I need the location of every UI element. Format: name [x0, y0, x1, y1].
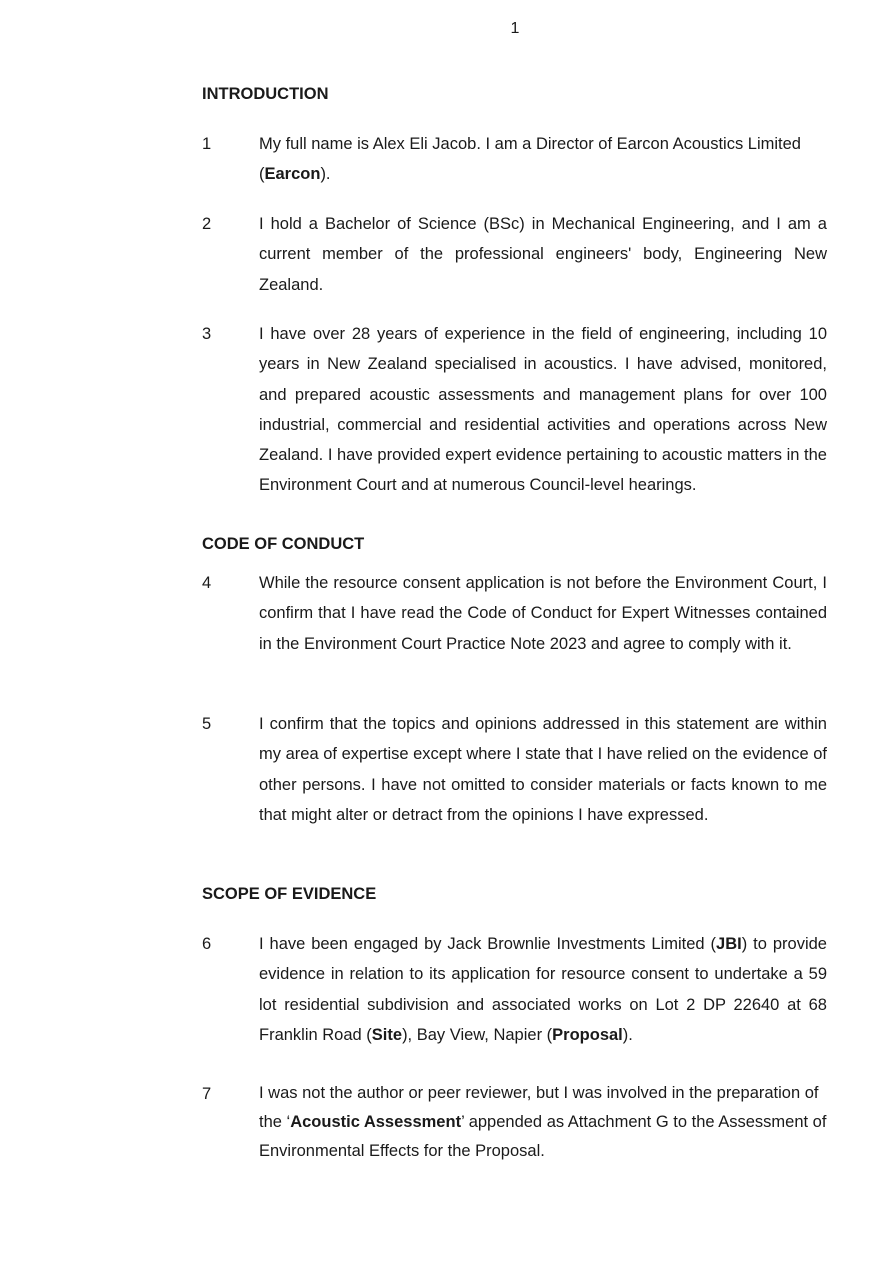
paragraph-number: 1 — [202, 135, 212, 153]
paragraph-text: I have over 28 years of experience in the field of engineering, including 10 years in New Zealand specialised in acoustics. I have advised, monitored, and prepared acoustic assessments and management plans for over 100 industrial, commercial and residential activities and operations across New Zealand. I have provided expert evidence pertaining to acoustic matters in the Environment Court and at numerous Council-level hearings. — [259, 325, 827, 495]
paragraph-text: While the resource consent application is not before the Environment Court, I confirm that I have read the Code of Conduct for Expert Witnesses contained in the Environment Court Practice Note 2023 and agree to comply with it. — [259, 574, 827, 653]
paragraph-text: I was not the author or peer reviewer, but I was involved in the preparation of the ‘Acoustic Assessment’ appended as Attachment G to the Assessment of Environmental Effects for the Proposal. — [259, 1084, 827, 1160]
paragraph-text: My full name is Alex Eli Jacob. I am a Director of Earcon Acoustics Limited (Earcon). — [259, 135, 801, 184]
paragraph-text: I confirm that the topics and opinions addressed in this statement are within my area of expertise except where I state that I have relied on the evidence of other persons. I have not omitted to consider materials or facts known to me that might alter or detract from the opinions I have expressed. — [259, 715, 827, 824]
paragraph-number: 5 — [202, 715, 212, 733]
defined-term-earcon: Earcon — [264, 165, 321, 184]
paragraph-text: I have been engaged by Jack Brownlie Investments Limited (JBI) to provide evidence in relation to its application for resource consent to undertake a 59 lot residential subdivision and associated works on Lot 2 DP 22640 at 68 Franklin Road (Site), Bay View, Napier (Proposal). — [259, 935, 827, 1044]
section-heading-introduction: INTRODUCTION — [202, 85, 329, 103]
paragraph-number: 4 — [202, 574, 212, 592]
paragraph-number: 7 — [202, 1085, 212, 1103]
section-heading-code-of-conduct: CODE OF CONDUCT — [202, 535, 365, 553]
defined-term-acoustic-assessment: Acoustic Assessment — [290, 1113, 462, 1131]
defined-term-proposal: Proposal — [552, 1025, 623, 1044]
page-number: 1 — [510, 20, 520, 37]
defined-term-site: Site — [371, 1025, 403, 1044]
section-heading-scope-of-evidence: SCOPE OF EVIDENCE — [202, 885, 377, 903]
paragraph-number: 3 — [202, 325, 212, 343]
paragraph-number: 2 — [202, 215, 212, 233]
paragraph-number: 6 — [202, 935, 212, 953]
defined-term-jbi: JBI — [716, 935, 742, 953]
paragraph-text: I hold a Bachelor of Science (BSc) in Mechanical Engineering, and I am a current member of the professional engineers' body, Engineering New Zealand. — [259, 215, 827, 294]
